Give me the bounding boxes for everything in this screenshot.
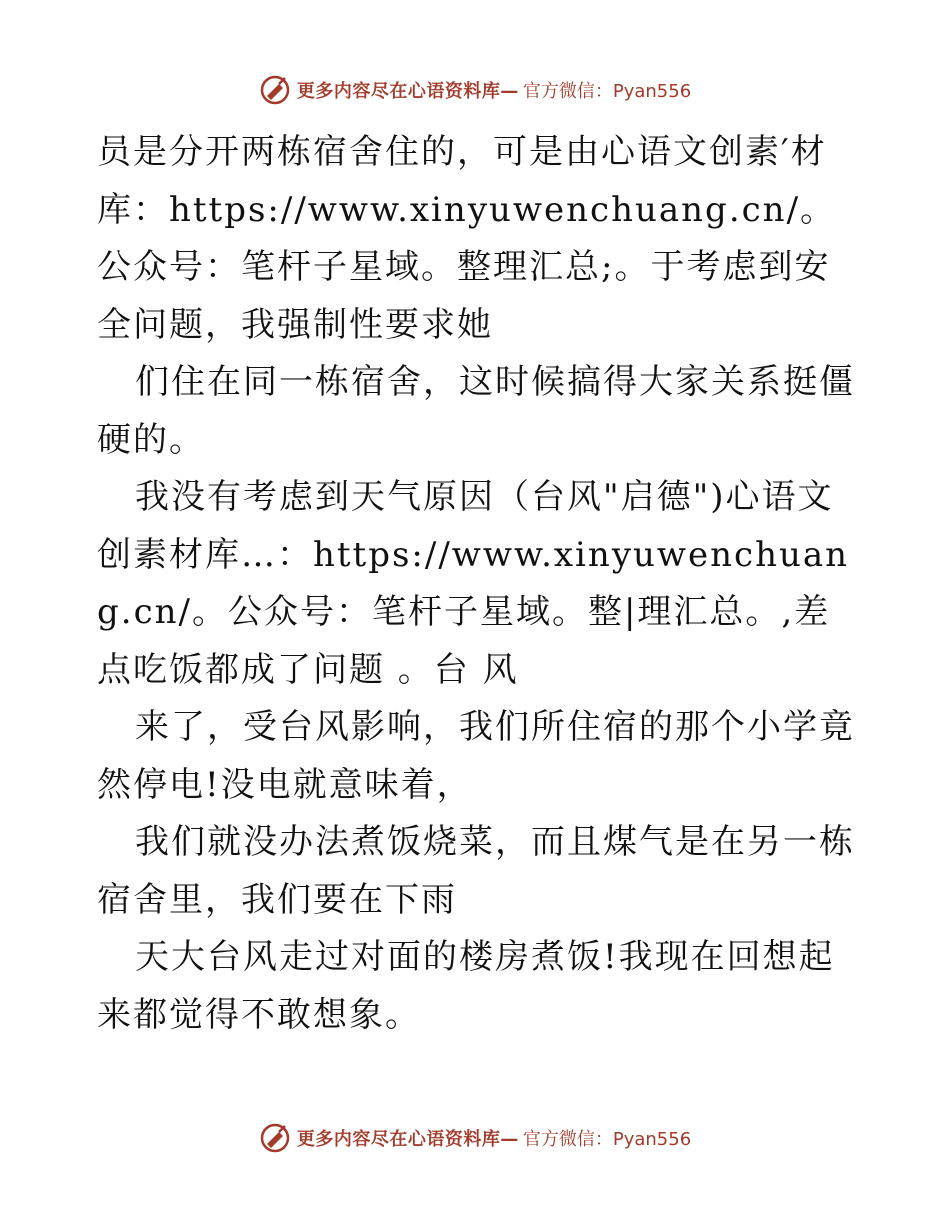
banner-wechat: 官方微信：Pyan556 — [522, 81, 692, 102]
paragraph: 们住在同一栋宿舍，这时候搞得大家关系挺僵硬的。 — [97, 362, 855, 460]
header-banner — [0, 68, 950, 112]
banner-text: 更多内容尽在心语资料库— — [296, 81, 519, 102]
paragraph: 我们就没办法煮饭烧菜，而且煤气是在另一栋宿舍里，我们要在下雨 — [97, 822, 855, 920]
pen-logo-icon — [259, 1122, 291, 1154]
banner-text: 更多内容尽在心语资料库— — [296, 1129, 519, 1150]
paragraph: 来了，受台风影响，我们所住宿的那个小学竟然停电!没电就意味着， — [97, 707, 855, 805]
paragraph: 员是分开两栋宿舍住的，可是由心语文创素′材库：https://www.xinyuwenchuang.cn/。公众号：笔杆子星域。整理汇总;。于考虑到安全问题，我强制性要求她 — [97, 132, 837, 345]
paragraph: 我没有考虑到天气原因（台风"启德")心语文创素材库…：https://www.xinyuwenchuang.cn/。公众号：笔杆子星域。整|理汇总。,差点吃饭都成了问题 。台 风 — [97, 477, 850, 690]
document-body — [97, 124, 857, 1044]
banner-wechat: 官方微信：Pyan556 — [522, 1129, 692, 1150]
pen-logo-icon — [259, 74, 291, 106]
footer-banner — [0, 1116, 950, 1160]
paragraph: 天大台风走过对面的楼房煮饭!我现在回想起来都觉得不敢想象。 — [97, 937, 835, 1035]
